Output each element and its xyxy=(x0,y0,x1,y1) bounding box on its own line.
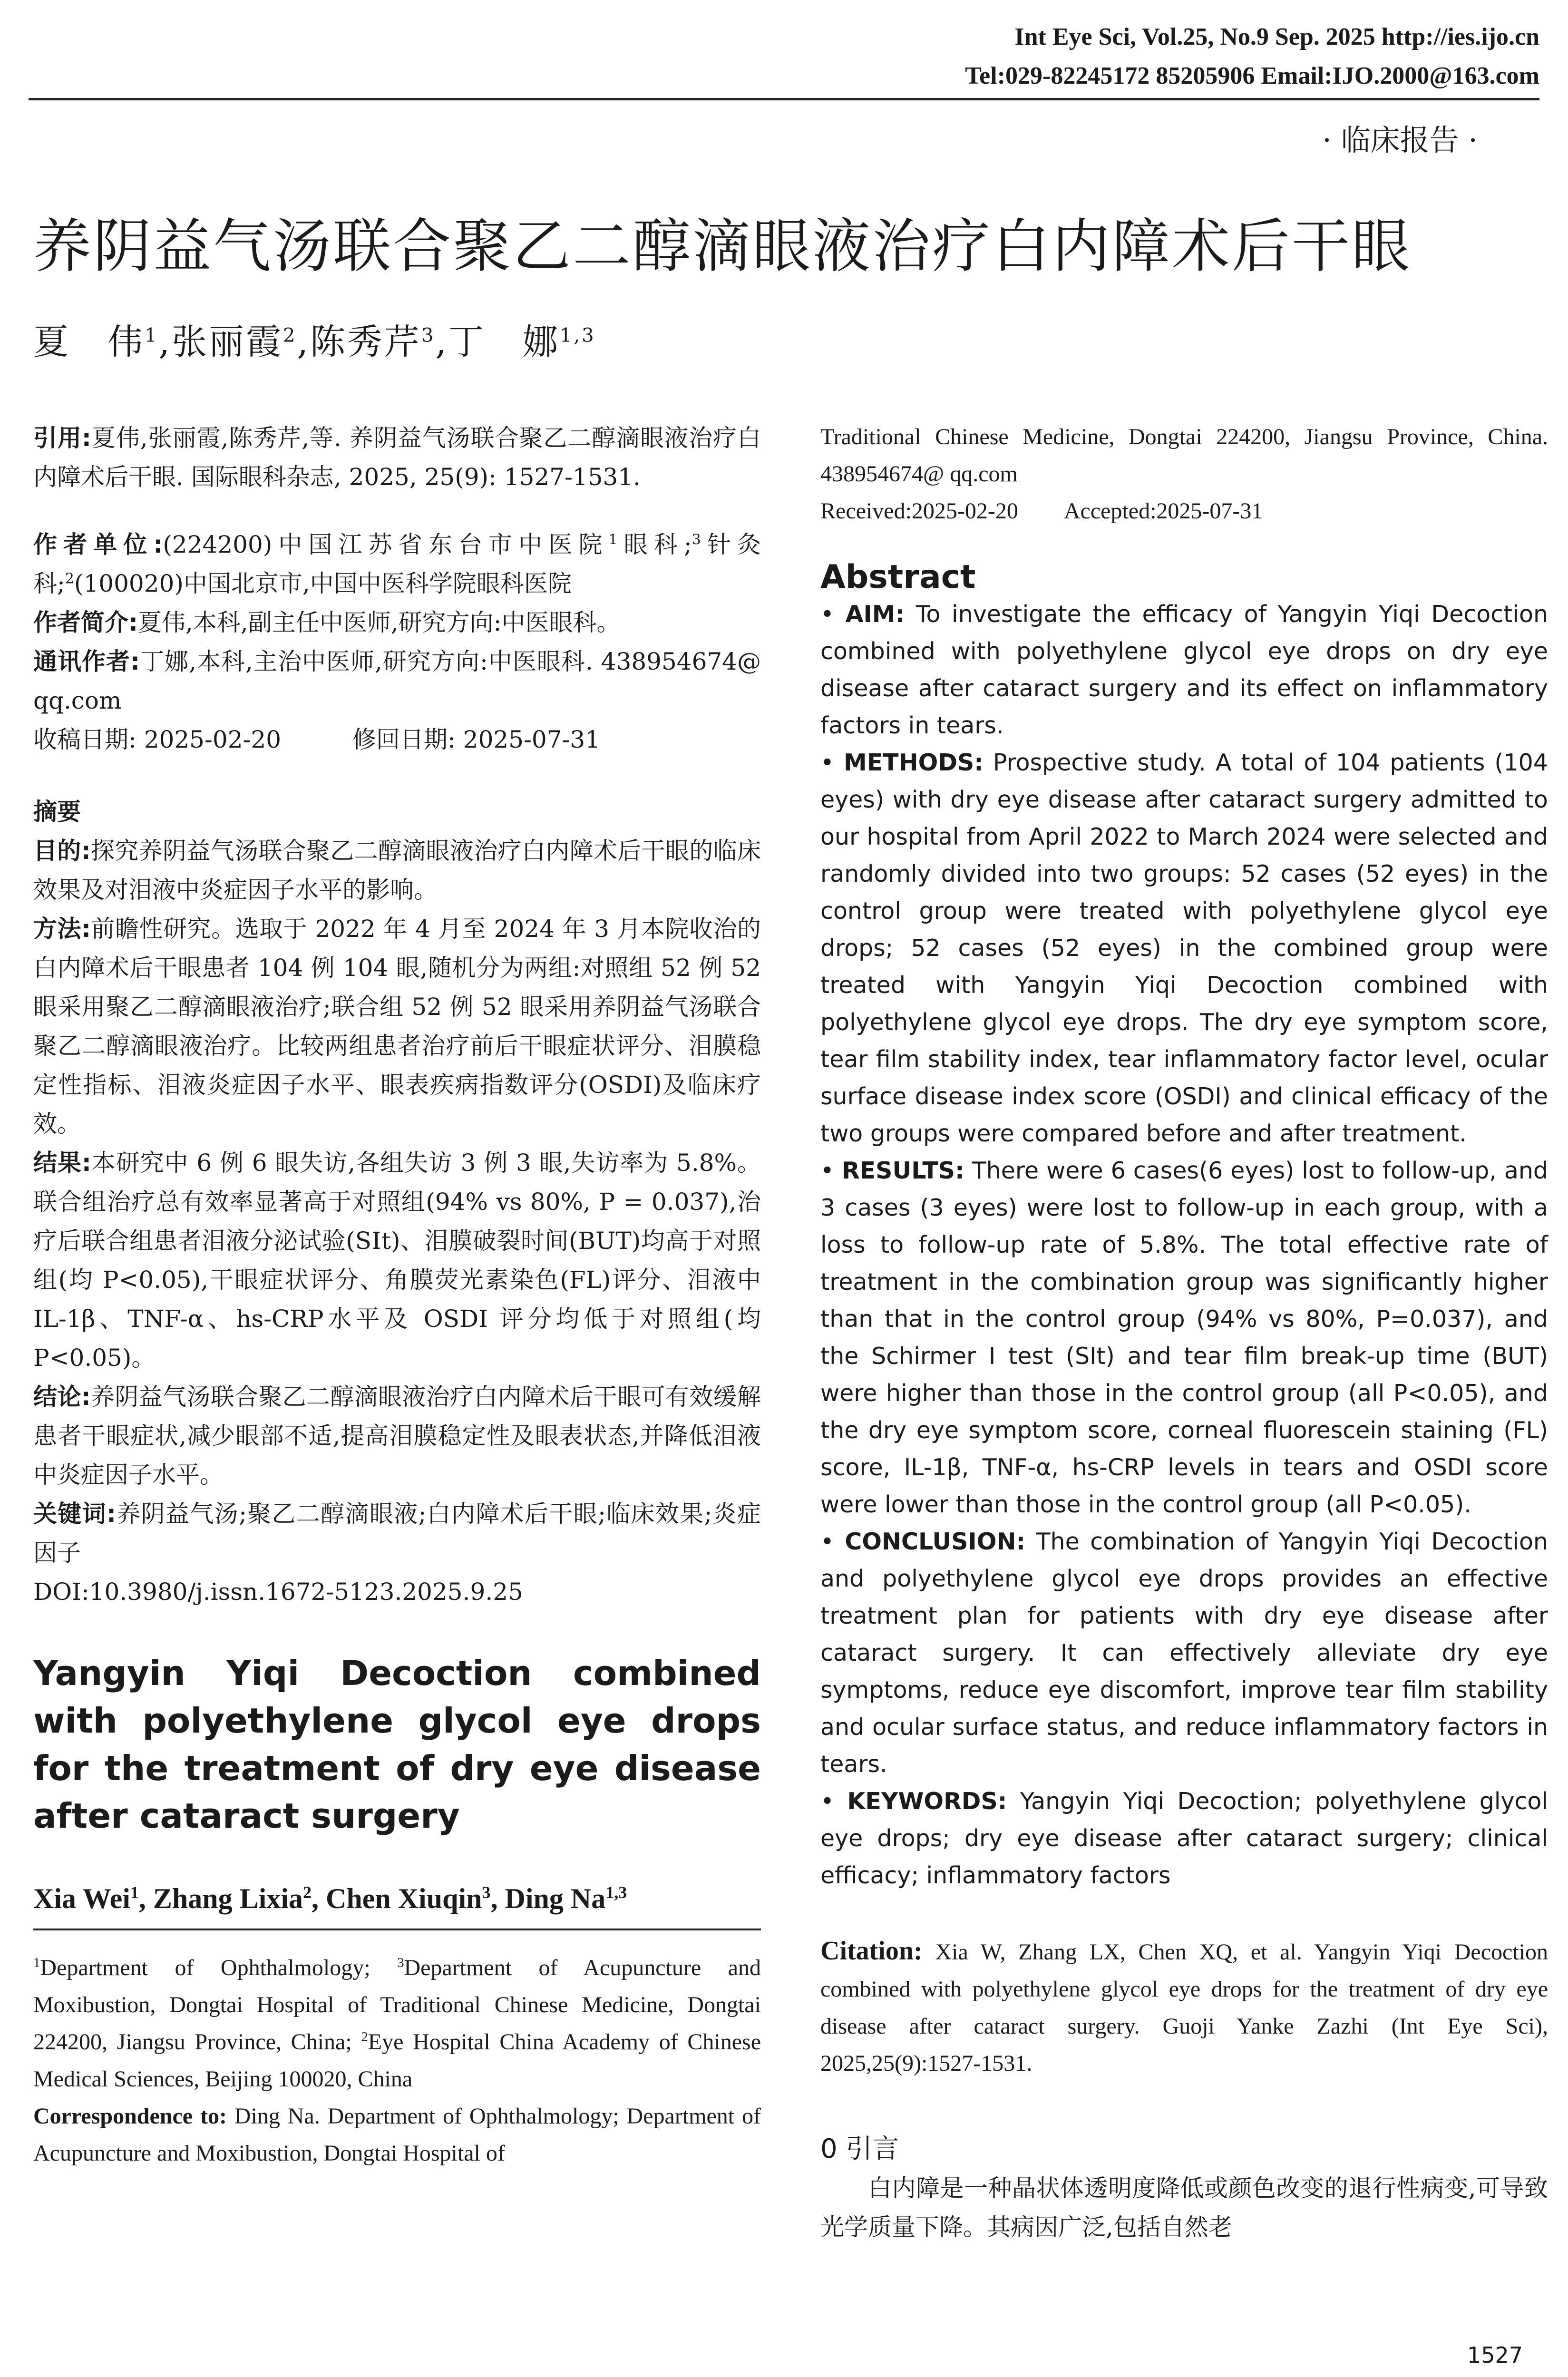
abstract-results-en: • RESULTS: There were 6 cases(6 eyes) lost to follow-up, and 3 cases (3 eyes) were lost to follow-up in each group, with a loss to follow-up rate of 5.8%. The total effective rate of treatment in the combination group was significantly higher than that in the control group (94% vs 80%, P=0.037), and the Schirmer I test (SIt) and tear film break-up time (BUT) were higher than those in the control group (all P<0.05), and the dry eye symptom score, corneal fluorescein staining (FL) score, IL-1β, TNF-α, hs-CRP levels in tears and OSDI score were lower than those in the control group (all P<0.05). xyxy=(820,1157,1549,1518)
journal-header-line: Int Eye Sci, Vol.25, No.9 Sep. 2025 http://ies.ijo.cn xyxy=(1014,23,1539,50)
conclusion-label: 结论: xyxy=(33,1383,91,1411)
affiliation-cn xyxy=(33,525,761,603)
citation-text: 夏伟,张丽霞,陈秀芹,等. 养阴益气汤联合聚乙二醇滴眼液治疗白内障术后干眼. 国际眼科杂志, 2025, 25(9): 1527-1531. xyxy=(33,424,761,491)
conclusion-text: 养阴益气汤联合聚乙二醇滴眼液治疗白内障术后干眼可有效缓解患者干眼症状,减少眼部不适,提高泪膜稳定性及眼表状态,并降低泪液中炎症因子水平。 xyxy=(33,1383,761,1489)
citation-en xyxy=(820,1932,1548,2082)
author-affil-sup: 3 xyxy=(421,324,436,347)
affiliation-label: 作者单位: xyxy=(33,531,163,558)
author-list-cn: 夏 伟$^1$,张丽霞$^2$,陈秀芹$^3$,丁 娜$^{1,3}$ xyxy=(33,321,596,362)
bio-text: 夏伟,本科,副主任中医师,研究方向:中医眼科。 xyxy=(138,609,621,636)
corr-label: 通讯作者: xyxy=(33,648,140,675)
correspondence-label: Correspondence to: xyxy=(33,2104,227,2129)
journal-contact-line: Tel:029-82245172 85205906 Email:IJO.2000@163.com xyxy=(965,62,1539,89)
author-name-en: Ding Na xyxy=(505,1883,606,1914)
author-affil-sup: 1,3 xyxy=(605,1883,627,1902)
bio-label: 作者简介: xyxy=(33,609,138,636)
intro-heading: 0 引言 xyxy=(820,2133,899,2164)
header-rule xyxy=(29,98,1539,100)
affiliation-sup: 2 xyxy=(65,570,74,587)
correspondence-en-cont: Traditional Chinese Medicine, Dongtai 224200, Jiangsu Province, China. 438954674@ qq.com xyxy=(820,424,1548,487)
affiliation-text-en: Eye Hospital China Academy of Chinese Medical Sciences, Beijing 100020, China xyxy=(33,2029,761,2092)
abstract-aim-cn xyxy=(33,831,761,909)
section-tag: · 临床报告 · xyxy=(1322,123,1478,157)
results-text: 本研究中 6 例 6 眼失访,各组失访 3 例 3 眼,失访率为 5.8%。联合组治疗总有效率显著高于对照组(94% vs 80%, P = 0.037),治疗后联合组患者泪液分泌试验(SⅠt)、泪膜破裂时间(BUT)均高于对照组(均 P<0.05),干眼症状评分、角膜荧光素染色(FL)评分、泪液中IL-1β、TNF-α、hs-CRP水平及 OSDI 评分均低于对照组(均 P<0.05)。 xyxy=(33,1149,761,1372)
methods-text: 前瞻性研究。选取于 2022 年 4 月至 2024 年 3 月本院收治的白内障术后干眼患者 104 例 104 眼,随机分为两组:对照组 52 例 52 眼采用聚乙二醇滴眼液治疗;联合组 52 例 52 眼采用养阴益气汤联合聚乙二醇滴眼液治疗。比较两组患者治疗前后干眼症状评分、泪膜稳定性指标、泪液炎症因子水平、眼表疾病指数评分(OSDI)及临床疗效。 xyxy=(33,915,761,1138)
left-column xyxy=(33,419,761,2172)
conclusion-text-en: The combination of Yangyin Yiqi Decoction and polyethylene glycol eye drops provides an effective treatment plan for patients with dry eye disease after cataract surgery. It can effectively alleviate dry eye symptoms, reduce eye discomfort, improve tear film stability and ocular surface status, and reduce inflammatory factors in tears. xyxy=(820,1528,1548,1778)
author-affil-sup: 1 xyxy=(145,324,159,347)
author-bio xyxy=(33,603,761,642)
corresponding-author xyxy=(33,642,761,720)
keywords-label: 关键词: xyxy=(33,1500,116,1528)
keywords-cn xyxy=(33,1494,761,1572)
author-affil-sup: 3 xyxy=(482,1883,491,1902)
page-number: 1527 xyxy=(1467,2342,1523,2368)
article-title-en: Yangyin Yiqi Decoction combined with polyethylene glycol eye drops for the treatment of dry eye disease after cataract surgery xyxy=(33,1653,761,1836)
abstract-methods-cn xyxy=(33,909,761,1143)
author-name: 丁 娜 xyxy=(448,321,560,362)
citation-text-en: Xia W, Zhang LX, Chen XQ, et al. Yangyin Yiqi Decoction combined with polyethylene glycol eye drops for the treatment of dry eye disease after cataract surgery. Guoji Yanke Zazhi (Int Eye Sci), 2025,25(9):1527-1531. xyxy=(820,1939,1548,2076)
abstract-conclusion-en: • CONCLUSION: The combination of Yangyin Yiqi Decoction and polyethylene glycol eye drops provides an effective treatment plan for patients with dry eye disease after cataract surgery. It can effectively alleviate dry eye symptoms, reduce eye discomfort, improve tear film stability and ocular surface status, and reduce inflammatory factors in tears. xyxy=(820,1528,1548,1778)
methods-label: 方法: xyxy=(33,915,91,943)
affiliation-sup: 3 xyxy=(691,531,701,548)
author-affil-sup: 2 xyxy=(282,324,297,347)
aim-text-en: To investigate the efficacy of Yangyin Yiqi Decoction combined with polyethylene glycol eye drops on dry eye disease after cataract surgery and its effect on inflammatory factors in tears. xyxy=(820,601,1549,739)
abstract-methods-en: • METHODS: Prospective study. A total of 104 patients (104 eyes) with dry eye disease after cataract surgery admitted to our hospital from April 2022 to March 2024 were selected and randomly divided into two groups: 52 cases (52 eyes) in the control group were treated with polyethylene glycol eye drops; 52 cases (52 eyes) in the combined group were treated with Yangyin Yiqi Decoction combined with polyethylene glycol eye drops. The dry eye symptom score, tear film stability index, tear inflammatory factor level, ocular surface disease index score (OSDI) and clinical efficacy of the two groups were compared before and after treatment. xyxy=(820,749,1548,1147)
keywords-text-en: Yangyin Yiqi Decoction; polyethylene glycol eye drops; dry eye disease after cataract surgery; clinical efficacy; inflammatory factors xyxy=(820,1788,1549,1889)
author-affil-sup: 2 xyxy=(303,1883,312,1902)
affiliation-en xyxy=(33,1949,761,2098)
affiliation-text: 针灸科; xyxy=(33,531,761,597)
aim-text: 探究养阴益气汤联合聚乙二醇滴眼液治疗白内障术后干眼的临床效果及对泪液中炎症因子水平的影响。 xyxy=(33,837,761,904)
results-text-en: There were 6 cases(6 eyes) lost to follow-up, and 3 cases (3 eyes) were lost to follow-up in each group, with a loss to follow-up rate of 5.8%. The total effective rate of treatment in the combination group was significantly higher than that in the control group (94% vs 80%, P=0.037), and the Schirmer I test (SIt) and tear film break-up time (BUT) were higher than those in the control group (all P<0.05), and the dry eye symptom score, corneal fluorescein staining (FL) score, IL-1β, TNF-α, hs-CRP levels in tears and OSDI score were lower than those in the control group (all P<0.05). xyxy=(820,1157,1549,1518)
citation-cn xyxy=(33,419,761,497)
affiliation-sup: 1 xyxy=(33,1955,40,1970)
doi: DOI:10.3980/j.issn.1672-5123.2025.9.25 xyxy=(33,1578,523,1606)
author-affil-sup: 1,3 xyxy=(559,324,596,347)
methods-label-en: METHODS: xyxy=(843,749,984,776)
results-label-en: RESULTS: xyxy=(841,1157,964,1184)
citation-label-en: Citation: xyxy=(820,1936,923,1966)
right-column xyxy=(820,419,1548,2247)
affiliation-text-en: Department of Acupuncture and Moxibustion, Dongtai Hospital of Traditional Chinese Medicine, Dongtai 224200, Jiangsu Province, China; xyxy=(33,1955,761,2055)
author-affil-sup: 1 xyxy=(130,1883,139,1902)
abstract-results-cn xyxy=(33,1143,761,1377)
received-accepted-en: Received:2025-02-20 Accepted:2025-07-31 xyxy=(820,498,1263,524)
author-name-en: Chen Xiuqin xyxy=(326,1883,482,1914)
keywords-text: 养阴益气汤;聚乙二醇滴眼液;白内障术后干眼;临床效果;炎症因子 xyxy=(33,1500,761,1567)
intro-paragraph: 白内障是一种晶状体透明度降低或颜色改变的退行性病变,可导致光学质量下降。其病因广泛,包括自然老 xyxy=(820,2174,1548,2241)
affiliation-text: (100020)中国北京市,中国中医科学院眼科医院 xyxy=(74,570,572,597)
author-name: 夏 伟 xyxy=(33,321,145,362)
author-name-en: Zhang Lixia xyxy=(153,1883,303,1914)
conclusion-label-en: CONCLUSION: xyxy=(845,1528,1026,1555)
abstract-aim-en: • AIM: To investigate the efficacy of Yangyin Yiqi Decoction combined with polyethylene glycol eye drops on dry eye disease after cataract surgery and its effect on inflammatory factors in tears. xyxy=(820,601,1549,739)
affiliation-sup: 2 xyxy=(361,2029,368,2045)
keywords-label-en: KEYWORDS: xyxy=(847,1788,1007,1815)
affiliation-text: (224200)中国江苏省东台市中医院 xyxy=(163,531,609,558)
citation-label: 引用: xyxy=(33,424,91,452)
methods-text-en: Prospective study. A total of 104 patients (104 eyes) with dry eye disease after cataract surgery admitted to our hospital from April 2022 to March 2024 were selected and randomly divided into two groups: 52 cases (52 eyes) in the control group were treated with polyethylene glycol eye drops; 52 cases (52 eyes) in the combined group were treated with Yangyin Yiqi Decoction combined with polyethylene glycol eye drops. The dry eye symptom score, tear film stability index, tear inflammatory factor level, ocular surface disease index score (OSDI) and clinical efficacy of the two groups were compared before and after treatment. xyxy=(820,749,1548,1147)
author-divider xyxy=(33,1929,761,1930)
results-label: 结果: xyxy=(33,1149,91,1177)
abstract-heading-cn: 摘要 xyxy=(33,798,81,826)
author-name: 陈秀芹 xyxy=(310,321,421,362)
author-name: 张丽霞 xyxy=(171,321,283,362)
correspondence-en xyxy=(33,2098,761,2172)
affiliation-sup: 3 xyxy=(397,1955,404,1970)
correspondence-text: Ding Na. Department of Ophthalmology; Department of Acupuncture and Moxibustion, Dongtai Hospital of xyxy=(33,2104,761,2166)
keywords-en: • KEYWORDS: Yangyin Yiqi Decoction; polyethylene glycol eye drops; dry eye disease after cataract surgery; clinical efficacy; inflammatory factors xyxy=(820,1788,1549,1889)
affiliation-text: 眼科; xyxy=(617,531,692,558)
aim-label: 目的: xyxy=(33,837,91,865)
received-dates-cn: 收稿日期: 2025-02-20 修回日期: 2025-07-31 xyxy=(33,726,601,753)
corr-text: 丁娜,本科,主治中医师,研究方向:中医眼科. 438954674@ qq.com xyxy=(33,648,761,714)
abstract-heading-en: Abstract xyxy=(820,558,976,596)
aim-label-en: AIM: xyxy=(845,601,905,628)
affiliation-sup: 1 xyxy=(608,531,618,548)
abstract-conclusion-cn xyxy=(33,1377,761,1494)
affiliation-text-en: Department of Ophthalmology; xyxy=(40,1955,370,1980)
article-title-cn: 养阴益气汤联合聚乙二醇滴眼液治疗白内障术后干眼 xyxy=(33,213,1412,280)
author-name-en: Xia Wei xyxy=(33,1883,130,1914)
author-list-en: Xia Wei$^1$, Zhang Lixia$^2$, Chen Xiuqin$^3$, Ding Na$^{1,3}$ xyxy=(33,1883,627,1914)
